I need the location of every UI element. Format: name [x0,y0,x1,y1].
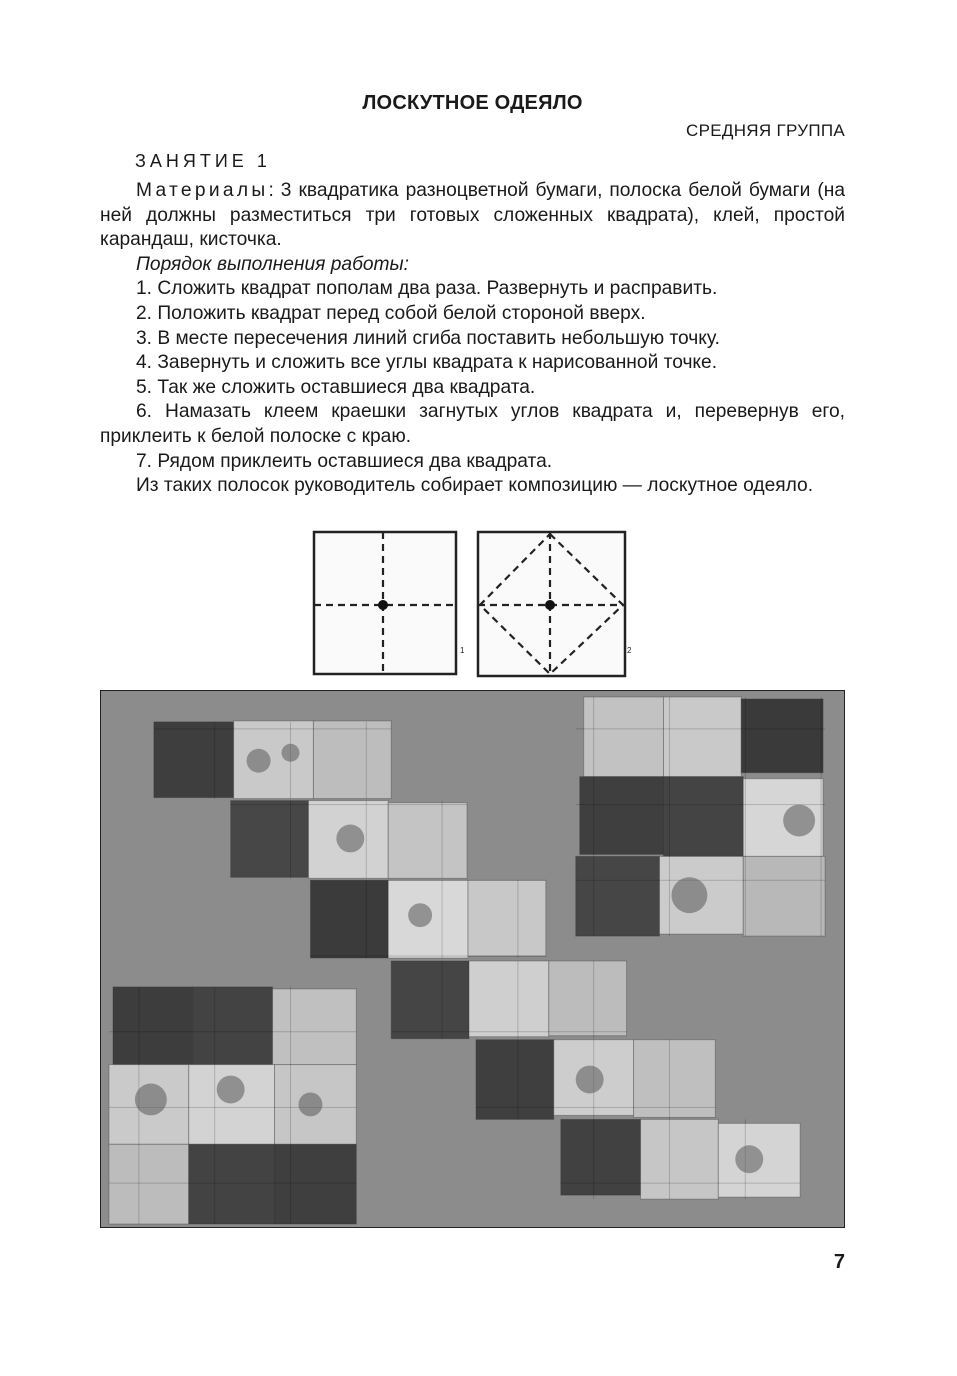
step-5: 5. Так же сложить оставшиеся два квадрата. [136,376,536,398]
lesson-heading: ЗАНЯТИЕ 1 [135,151,271,171]
folding-diagram [311,529,633,679]
step-4: 4. Завернуть и сложить все углы квадрата к нарисованной точке. [136,352,718,374]
step-1: 1. Сложить квадрат пополам два раза. Развернуть и расправить. [136,278,718,300]
materials-text: : 3 квадратика разноцветной бумаги, полоска белой бумаги (на ней должны разместиться три готовых сложенных квадрата), клей, простой карандаш, кисточка. [100,180,845,251]
quilt-photo [100,690,845,1228]
diagram-label-2: 2 [627,646,632,655]
page-number: 7 [833,1251,845,1273]
materials-label: Материалы [136,180,269,201]
page-title: ЛОСКУТНОЕ ОДЕЯЛО [362,92,583,114]
step-6: 6. Намазать клеем краешки загнутых углов квадрата и, перевернув его, приклеить к белой полоске с краю. [100,401,845,447]
diagram-square-2 [478,532,625,676]
procedure-heading: Порядок выполнения работы: [136,253,409,275]
step-7: 7. Рядом приклеить оставшиеся два квадрата. [136,450,553,472]
conclusion-paragraph: Из таких полосок руководитель собирает композицию — лоскутное одеяло. [136,475,814,497]
diagram-label-1: 1 [460,646,465,655]
materials-paragraph [100,179,845,253]
group-label: СРЕДНЯЯ ГРУППА [686,121,845,140]
diagram-square-1 [314,532,456,674]
body-text [100,179,845,499]
step-3: 3. В месте пересечения линий сгиба поставить небольшую точку. [136,327,720,349]
step-2: 2. Положить квадрат перед собой белой стороной вверх. [136,302,646,324]
